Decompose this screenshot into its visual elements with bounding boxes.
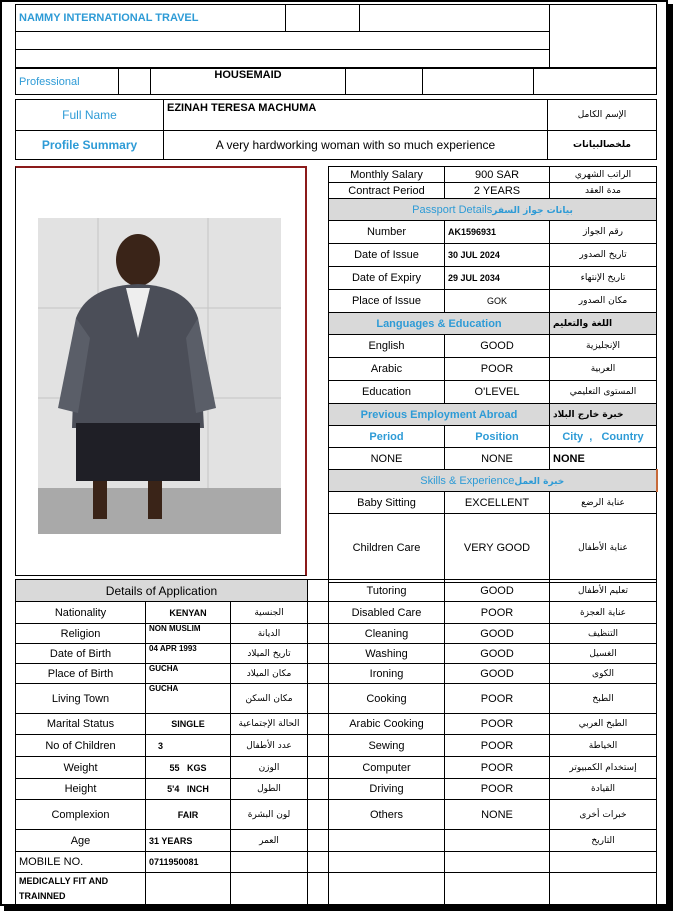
page-shadow [668, 4, 673, 911]
application-value: GUCHA [146, 664, 231, 684]
passport-title-ar: بيانات جواز السفر [492, 205, 573, 216]
skill-ar: الغسيل [550, 644, 657, 664]
application-value: 5'4 INCH [146, 779, 231, 800]
skill-ar: عناية الأطفال [550, 514, 657, 583]
employment-header-period: Period [329, 426, 445, 448]
skill-label: Cleaning [329, 624, 445, 644]
salary-ar: الراتب الشهري [550, 167, 657, 183]
education-ar: المستوى التعليمي [550, 381, 657, 404]
application-value: NON MUSLIM [146, 624, 231, 644]
skills-title-ar: خبرة العمل [514, 476, 565, 487]
skills-table [328, 579, 657, 905]
skill-ar: التنظيف [550, 624, 657, 644]
education-label: Education [329, 381, 445, 404]
skill-label: Children Care [329, 514, 445, 583]
passport-section-title [329, 199, 657, 221]
skill-label: Computer [329, 757, 445, 779]
position-value: HOUSEMAID [151, 69, 346, 95]
skill-ar: خبرات أخرى [550, 800, 657, 830]
page-shadow [4, 906, 673, 911]
languages-title-ar: اللغة والتعليم [550, 313, 657, 335]
application-value: 55 KGS [146, 757, 231, 779]
skill-ar: الخياطة [550, 735, 657, 757]
language-ar: الإنجليزية [550, 335, 657, 358]
skill-value: GOOD [445, 580, 550, 602]
application-table [15, 579, 329, 905]
passport-row-value: 30 JUL 2024 [445, 244, 550, 267]
applicant-photo [38, 218, 281, 534]
skill-value: GOOD [445, 624, 550, 644]
full-name-label: Full Name [16, 100, 164, 131]
skill-value: GOOD [445, 664, 550, 684]
period-ar: مدة العقد [550, 183, 657, 199]
skill-value [445, 830, 550, 852]
application-label: Nationality [16, 602, 146, 624]
application-ar: مكان السكن [231, 684, 308, 714]
application-label: Living Town [16, 684, 146, 714]
skill-label: Arabic Cooking [329, 714, 445, 735]
language-value: POOR [445, 358, 550, 381]
skill-label: Washing [329, 644, 445, 664]
application-label: Complexion [16, 800, 146, 830]
application-ar: الديانة [231, 624, 308, 644]
period-value: 2 YEARS [445, 183, 550, 199]
salary-value: 900 SAR [445, 167, 550, 183]
skill-value: POOR [445, 684, 550, 714]
language-label: Arabic [329, 358, 445, 381]
summary-ar: ملخصالبيانات [548, 131, 657, 160]
period-label: Contract Period [329, 183, 445, 199]
skills-section-title [329, 470, 657, 492]
application-value: 04 APR 1993 [146, 644, 231, 664]
skill-ar: التاريخ [550, 830, 657, 852]
skill-label: Tutoring [329, 580, 445, 602]
application-value: GUCHA [146, 684, 231, 714]
skill-label: Baby Sitting [329, 492, 445, 514]
skill-ar: تعليم الأطفال [550, 580, 657, 602]
passport-row-label: Number [329, 221, 445, 244]
passport-row-ar: رقم الجواز [550, 221, 657, 244]
passport-row-value: GOK [445, 290, 550, 313]
skill-value: NONE [445, 800, 550, 830]
employment-header-position: Position [445, 426, 550, 448]
passport-row-value: 29 JUL 2034 [445, 267, 550, 290]
skill-ar: الطبخ العربي [550, 714, 657, 735]
passport-row-ar: تاريخ الإنتهاء [550, 267, 657, 290]
header-table [15, 4, 657, 68]
employment-title: Previous Employment Abroad [329, 404, 550, 426]
language-ar: العربية [550, 358, 657, 381]
application-label: Height [16, 779, 146, 800]
application-value: 3 [146, 735, 231, 757]
employment-location: NONE [550, 448, 657, 470]
skill-label: Sewing [329, 735, 445, 757]
full-name-ar: الإسم الكامل [548, 100, 657, 131]
skill-value: GOOD [445, 644, 550, 664]
application-value: SINGLE [146, 714, 231, 735]
skill-ar: القيادة [550, 779, 657, 800]
application-ar: لون البشرة [231, 800, 308, 830]
skill-value: POOR [445, 779, 550, 800]
passport-row-label: Place of Issue [329, 290, 445, 313]
skill-value: POOR [445, 714, 550, 735]
application-ar: الطول [231, 779, 308, 800]
medical-label: MEDICALLY FIT AND TRAINNED [16, 873, 146, 905]
agency-name: NAMMY INTERNATIONAL TRAVEL [16, 5, 286, 32]
passport-row-label: Date of Expiry [329, 267, 445, 290]
skill-label [329, 830, 445, 852]
skill-ar: الطبخ [550, 684, 657, 714]
mobile-label: MOBILE NO. [16, 852, 146, 873]
employment-position: NONE [445, 448, 550, 470]
summary-value: A very hardworking woman with so much experience [164, 131, 548, 160]
employment-title-ar: خبرة خارج البلاد [550, 404, 657, 426]
application-ar: تاريخ الميلاد [231, 644, 308, 664]
professional-label: Professional [16, 69, 119, 95]
employment-header-location: City , Country [550, 426, 657, 448]
application-ar: الحالة الإجتماعية [231, 714, 308, 735]
application-value: FAIR [146, 800, 231, 830]
salary-label: Monthly Salary [329, 167, 445, 183]
application-label: No of Children [16, 735, 146, 757]
mobile-value: 0711950081 [146, 852, 231, 873]
application-ar: الوزن [231, 757, 308, 779]
languages-title: Languages & Education [329, 313, 550, 335]
summary-label: Profile Summary [16, 131, 164, 160]
application-label: Religion [16, 624, 146, 644]
passport-row-label: Date of Issue [329, 244, 445, 267]
employment-period: NONE [329, 448, 445, 470]
skill-value: EXCELLENT [445, 492, 550, 514]
passport-row-value: AK1596931 [445, 221, 550, 244]
application-label: Date of Birth [16, 644, 146, 664]
skill-label: Others [329, 800, 445, 830]
language-value: GOOD [445, 335, 550, 358]
application-value: 31 YEARS [146, 830, 231, 852]
education-value: O'LEVEL [445, 381, 550, 404]
skill-ar: الكوى [550, 664, 657, 684]
skill-ar: إستخدام الكمبيوتر [550, 757, 657, 779]
skill-value: POOR [445, 757, 550, 779]
passport-title: Passport Details [412, 203, 493, 216]
application-ar: العمر [231, 830, 308, 852]
application-label: Place of Birth [16, 664, 146, 684]
skill-ar: عناية الرضع [550, 492, 657, 514]
skill-value: POOR [445, 602, 550, 624]
full-name-value: EZINAH TERESA MACHUMA [164, 100, 548, 131]
skill-label: Ironing [329, 664, 445, 684]
application-ar: مكان الميلاد [231, 664, 308, 684]
skill-value: POOR [445, 735, 550, 757]
skill-label: Disabled Care [329, 602, 445, 624]
profile-table [15, 99, 657, 160]
skill-value: VERY GOOD [445, 514, 550, 583]
application-ar: الجنسية [231, 602, 308, 624]
passport-row-ar: تاريخ الصدور [550, 244, 657, 267]
skill-label: Cooking [329, 684, 445, 714]
skill-ar: عناية العجزة [550, 602, 657, 624]
language-label: English [329, 335, 445, 358]
application-label: Age [16, 830, 146, 852]
contract-table [328, 166, 658, 583]
application-label: Marital Status [16, 714, 146, 735]
skill-label: Driving [329, 779, 445, 800]
professional-row [15, 68, 657, 95]
application-title: Details of Application [16, 580, 308, 602]
skills-title: Skills & Experience [420, 474, 515, 487]
application-value: KENYAN [146, 602, 231, 624]
application-ar: عدد الأطفال [231, 735, 308, 757]
passport-row-ar: مكان الصدور [550, 290, 657, 313]
application-label: Weight [16, 757, 146, 779]
